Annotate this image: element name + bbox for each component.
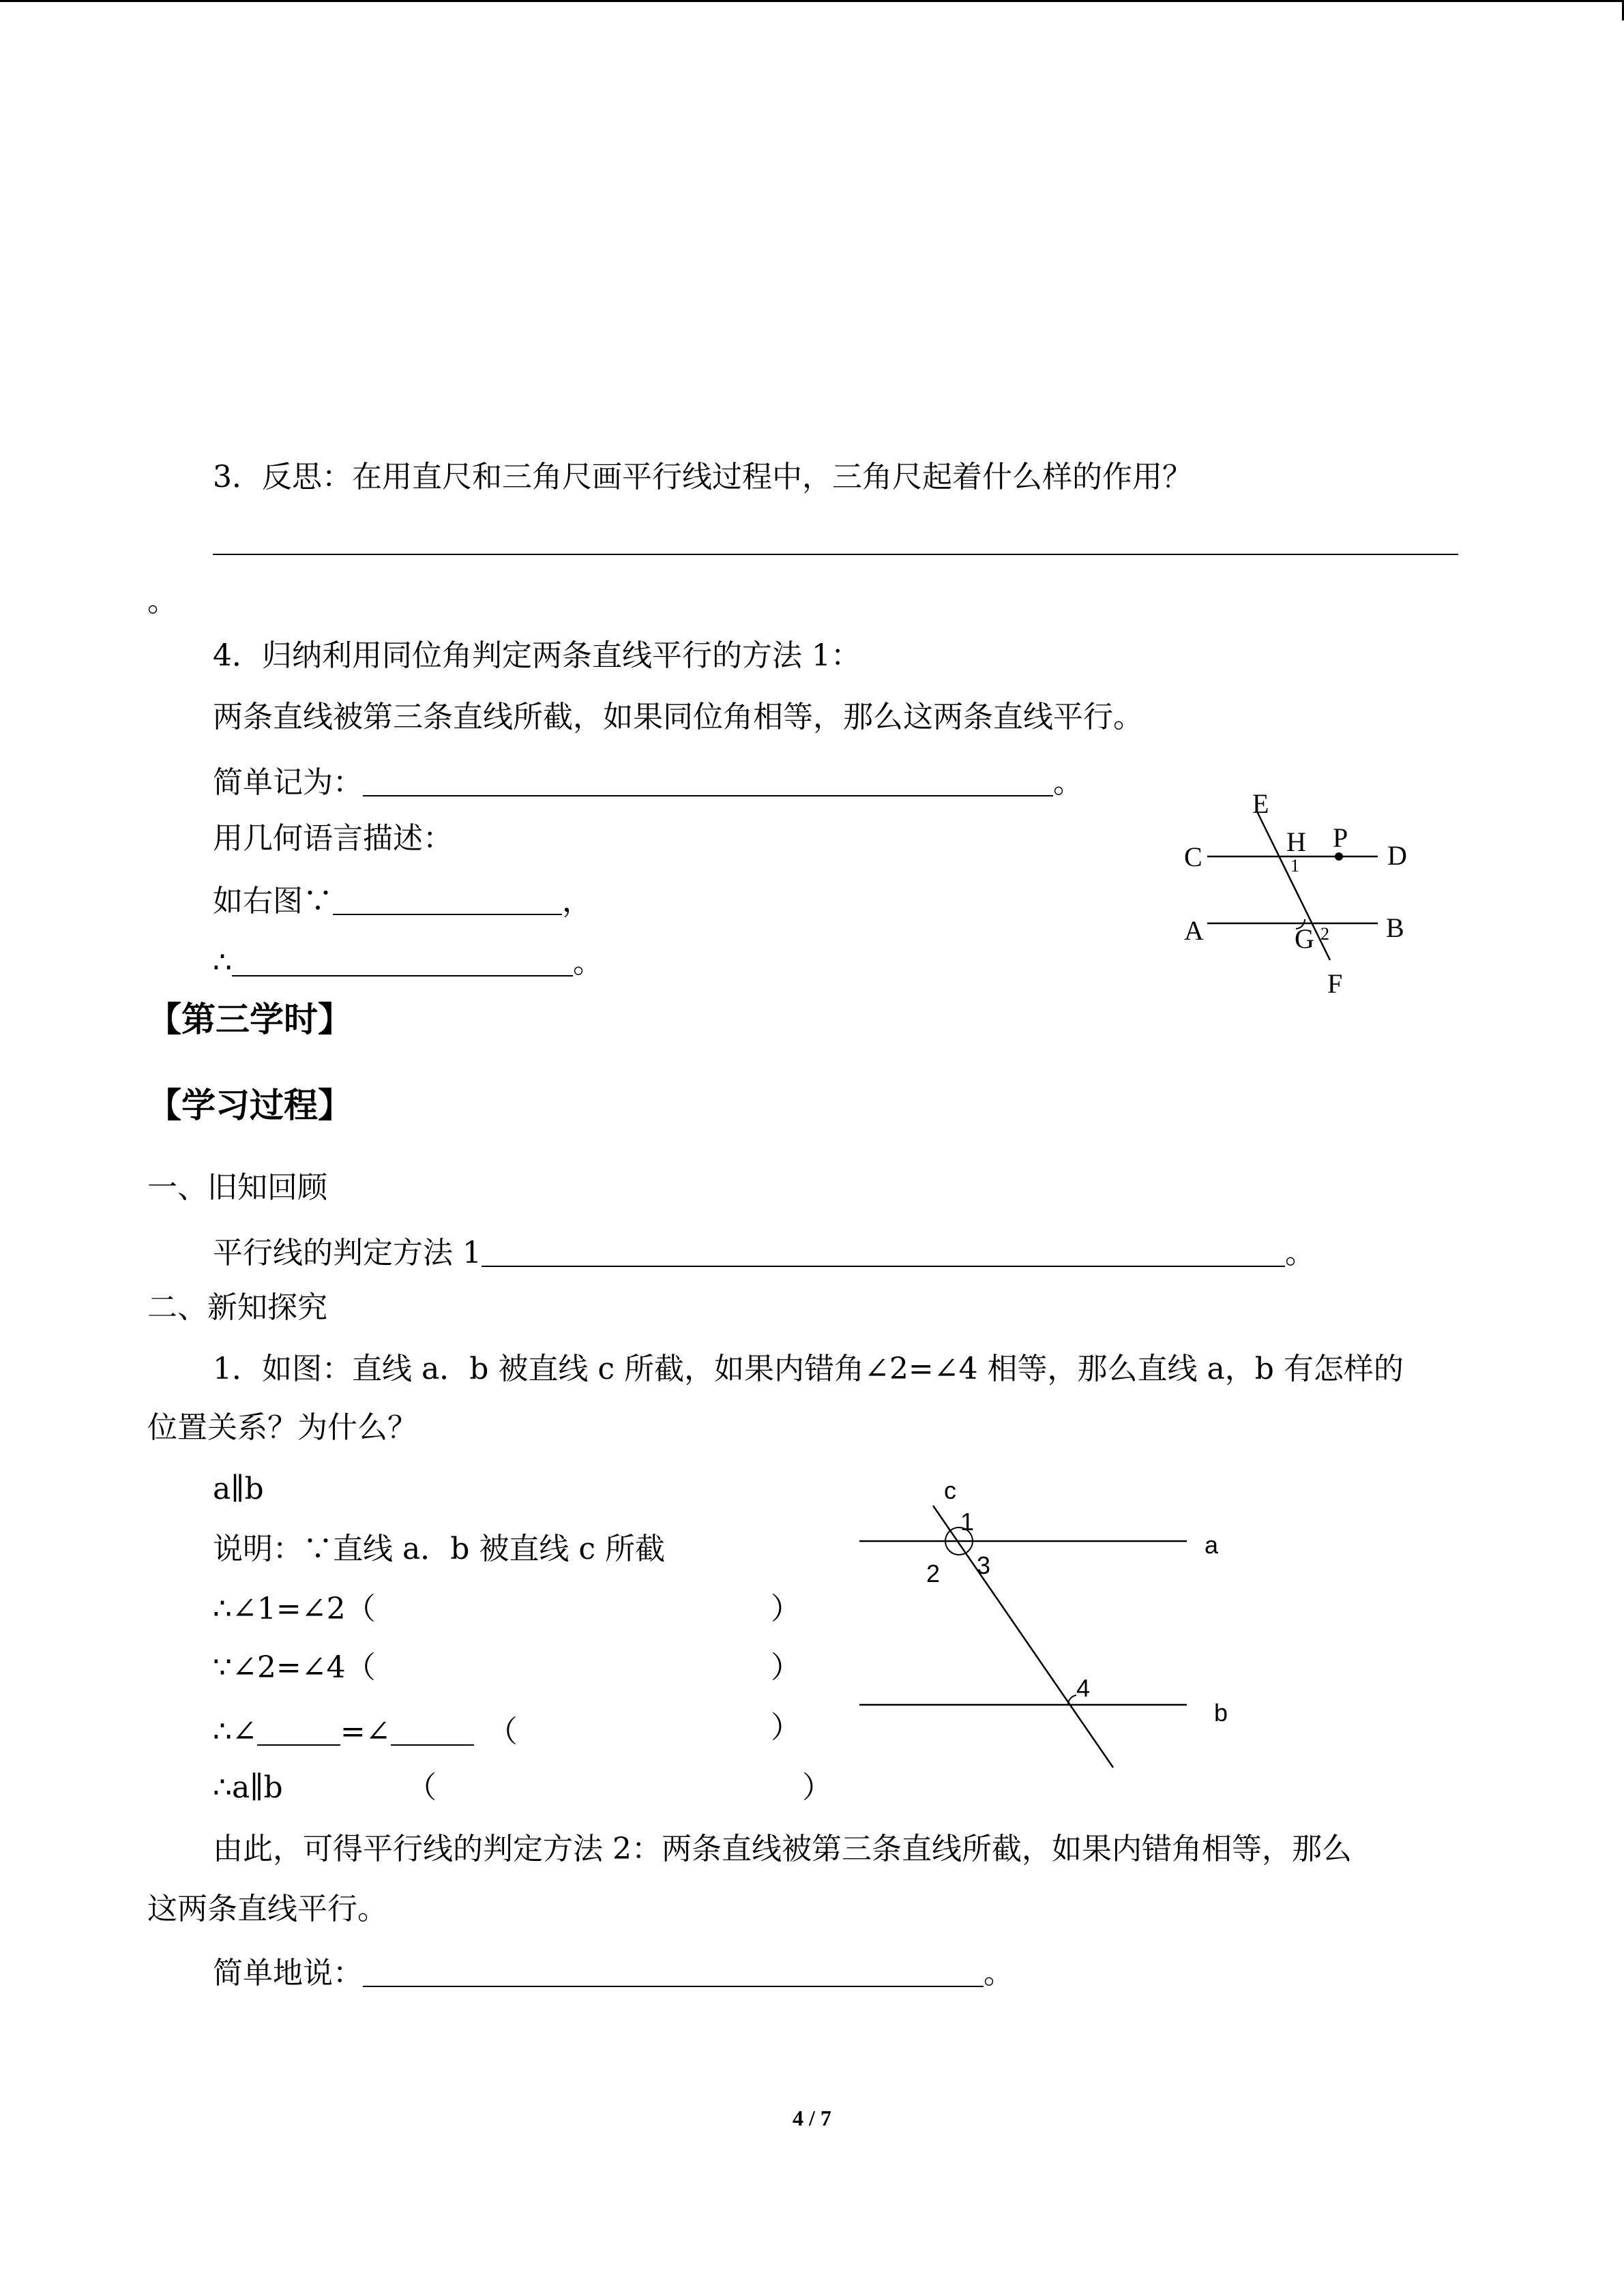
step3-b: =∠ — [340, 1714, 391, 1749]
step4-close: ） — [802, 1770, 832, 1805]
section2-title: 二、新知探究 — [147, 1290, 327, 1325]
q4-given-row — [213, 882, 592, 919]
figure-lines-abc — [846, 1466, 1310, 1780]
label-d: D — [1387, 840, 1407, 871]
step3-a: ∴∠ — [213, 1714, 257, 1749]
label-c: C — [1184, 841, 1202, 872]
section1-title: 一、旧知回顾 — [147, 1170, 327, 1205]
method1-label: 平行线的判定方法 1 — [213, 1236, 482, 1270]
step3-row — [213, 1713, 518, 1747]
step1-text: ∴∠1=∠2（ — [213, 1592, 376, 1626]
q4-simple-end: 。 — [1053, 765, 1083, 800]
method2-simple-row — [213, 1954, 1014, 1991]
figure-parallel-lines-ef — [1173, 784, 1446, 1016]
q4-therefore-blank[interactable] — [232, 944, 573, 976]
label-angle-4-fig2: 4 — [1076, 1674, 1091, 1702]
q4-therefore-label: ∴ — [213, 945, 232, 980]
step3-blank2[interactable] — [391, 1713, 474, 1746]
label-angle-1: 1 — [1290, 856, 1299, 876]
label-e: E — [1252, 788, 1269, 819]
section2-q1-line1: 1．如图：直线 a．b 被直线 c 所截，如果内错角∠2=∠4 相等，那么直线 a，b 有怎样的 — [213, 1352, 1404, 1386]
page-number: 4 / 7 — [793, 2106, 831, 2130]
method1-end: 。 — [1284, 1236, 1315, 1270]
q4-given-end: ， — [562, 884, 592, 919]
label-a-line: a — [1205, 1531, 1219, 1559]
label-h: H — [1286, 826, 1306, 857]
conclusion-line2: 这两条直线平行。 — [147, 1892, 387, 1926]
conclusion-line1: 由此，可得平行线的判定方法 2：两条直线被第三条直线所截，如果内错角相等，那么 — [213, 1832, 1352, 1866]
method1-blank[interactable] — [482, 1234, 1285, 1267]
q4-simple-row — [213, 764, 1083, 798]
label-angle-3-fig2: 3 — [977, 1551, 991, 1579]
explain-line: 说明：∵直线 a．b 被直线 c 所截 — [213, 1532, 665, 1566]
q4-given-label: 如右图∵ — [213, 884, 333, 919]
label-angle-2-fig2: 2 — [926, 1560, 941, 1587]
label-b-line: b — [1214, 1699, 1228, 1727]
step4-open: （ — [407, 1770, 437, 1805]
method2-simple-blank[interactable] — [363, 1954, 984, 1987]
q4-therefore-row — [213, 944, 603, 978]
q3-line: 3．反思：在用直尺和三角尺画平行线过程中，三角尺起着什么样的作用？ — [213, 460, 1192, 494]
q4-geo-label: 用几何语言描述： — [213, 821, 453, 856]
step3-c: （ — [487, 1714, 518, 1749]
label-angle-2: 2 — [1320, 924, 1329, 944]
label-angle-1-fig2: 1 — [960, 1508, 975, 1536]
q3-end-mark: 。 — [147, 584, 177, 618]
label-f: F — [1327, 968, 1343, 999]
step4-text: ∴a∥b — [213, 1770, 283, 1805]
label-p: P — [1333, 822, 1348, 853]
answer-parallel: a∥b — [213, 1472, 264, 1506]
step3-close: ） — [771, 1710, 801, 1745]
q3-answer-line[interactable] — [213, 554, 1458, 555]
q4-given-blank[interactable] — [333, 882, 562, 915]
q4-simple-blank[interactable] — [363, 764, 1053, 796]
top-border — [0, 0, 1624, 2]
label-b: B — [1386, 912, 1404, 943]
heading-lesson3: 【第三学时】 — [147, 999, 352, 1039]
step3-blank1[interactable] — [257, 1713, 340, 1746]
q4-therefore-end: 。 — [573, 945, 603, 980]
step1-close: ） — [771, 1592, 801, 1626]
q4-simple-label: 简单记为： — [213, 765, 363, 800]
step2-close: ） — [771, 1650, 801, 1685]
label-g: G — [1295, 923, 1314, 954]
method2-simple-end: 。 — [984, 1956, 1014, 1991]
section2-q1-line2: 位置关系？为什么？ — [147, 1410, 417, 1445]
label-a: A — [1184, 915, 1204, 946]
q4-statement: 两条直线被第三条直线所截，如果同位角相等，那么这两条直线平行。 — [213, 700, 1143, 734]
step2-text: ∵∠2=∠4（ — [213, 1650, 376, 1685]
q4-title: 4．归纳利用同位角判定两条直线平行的方法 1： — [213, 638, 861, 673]
section1-method1-row — [213, 1234, 1315, 1268]
label-c-line: c — [944, 1476, 956, 1504]
line-c — [933, 1506, 1113, 1768]
point-p — [1335, 852, 1343, 861]
method2-simple-label: 简单地说： — [213, 1956, 363, 1991]
heading-process: 【学习过程】 — [147, 1085, 352, 1125]
